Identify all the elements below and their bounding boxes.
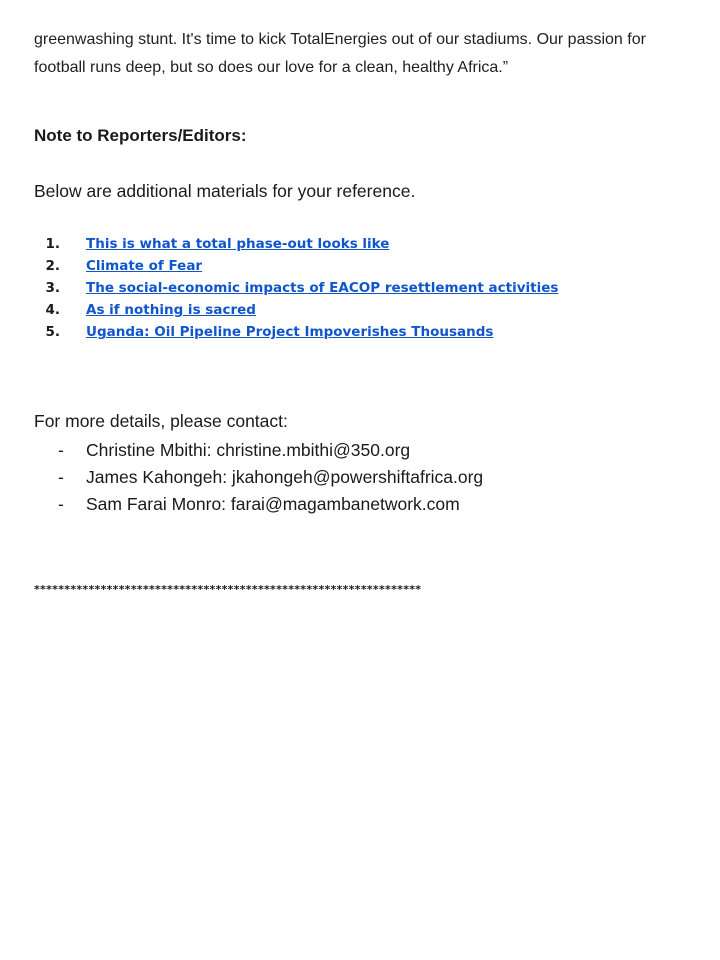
material-link-uganda-pipeline[interactable]: Uganda: Oil Pipeline Project Impoverishes Thousands <box>86 324 494 340</box>
list-dash: - <box>58 467 64 487</box>
intro-line-1: greenwashing stunt. It's time to kick TotalEnergies out of our stadiums. Our passion for <box>34 31 646 48</box>
list-item <box>34 299 558 321</box>
list-number: 1. <box>45 236 60 252</box>
list-item <box>34 277 558 299</box>
material-link-nothing-sacred[interactable]: As if nothing is sacred <box>86 302 256 318</box>
list-dash: - <box>58 440 64 460</box>
contact-sam-farai-monro: Sam Farai Monro: farai@magambanetwork.com <box>86 494 460 514</box>
list-number: 2. <box>45 258 60 274</box>
materials-list <box>34 233 558 343</box>
list-dash: - <box>58 494 64 514</box>
contact-james-kahongeh: James Kahongeh: jkahongeh@powershiftafrica.org <box>86 467 484 487</box>
material-link-climate-of-fear[interactable]: Climate of Fear <box>86 258 203 274</box>
contact-heading: For more details, please contact: <box>34 411 288 431</box>
contact-list <box>34 437 483 518</box>
contact-christine-mbithi: Christine Mbithi: christine.mbithi@350.org <box>86 440 411 460</box>
note-heading: Note to Reporters/Editors: <box>34 126 247 145</box>
intro-paragraph <box>34 26 674 82</box>
list-item <box>34 255 558 277</box>
list-number: 3. <box>45 280 60 296</box>
material-link-total-phase-out[interactable]: This is what a total phase-out looks like <box>86 236 390 252</box>
intro-line-2: football runs deep, but so does our love for a clean, healthy Africa.” <box>34 59 509 76</box>
list-number: 4. <box>45 302 60 318</box>
list-number: 5. <box>45 324 60 340</box>
material-link-eacop-resettlement[interactable]: The social-economic impacts of EACOP resettlement activities <box>86 280 559 296</box>
contact-item <box>34 491 483 518</box>
contact-item <box>34 437 483 464</box>
materials-intro-text: Below are additional materials for your reference. <box>34 181 416 201</box>
contact-item <box>34 464 483 491</box>
list-item <box>34 233 558 255</box>
list-item <box>34 321 558 343</box>
footer-separator-stars: **************************************************************** <box>34 583 422 596</box>
